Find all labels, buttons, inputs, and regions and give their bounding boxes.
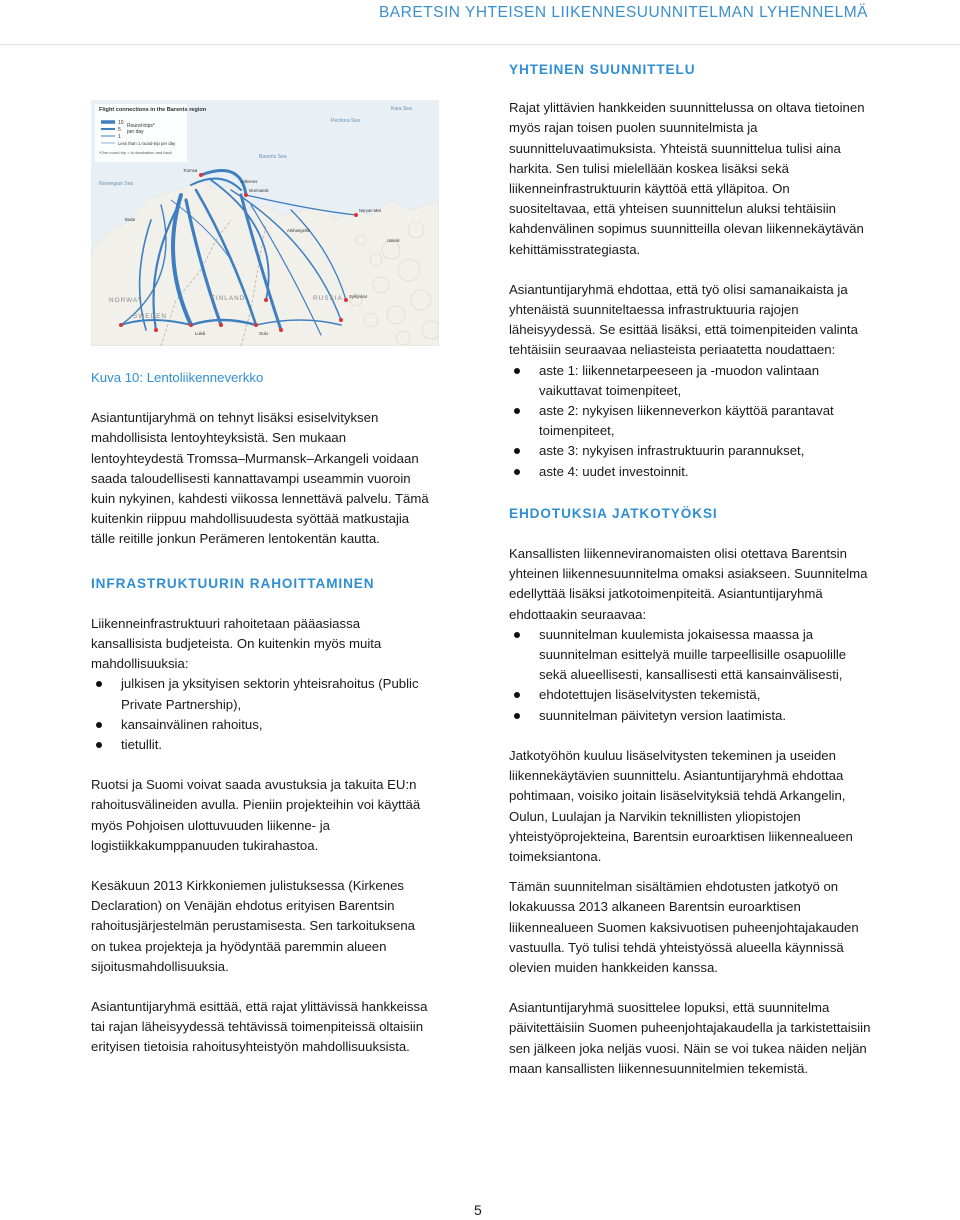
bullet-list: [509, 361, 874, 482]
map-sea-label: Pechora Sea: [331, 118, 360, 124]
map-legend-value: 1: [118, 134, 121, 140]
list-item: ehdotettujen lisäselvitysten tekemistä,: [509, 685, 874, 705]
figure-caption: Kuva 10: Lentoliikenneverkko: [91, 370, 264, 385]
left-column: [91, 368, 431, 1058]
map-svg: [91, 100, 439, 346]
paragraph: Asiantuntijaryhmä ehdottaa, että työ olisi samanaikaista ja yhtenäistä suunniteltaessa infrastruktuuria rajojen läheisyydessä. Se esittää lisäksi, että toimenpiteiden valinta tehtäisiin seuraavaa neliasteista periaatetta noudattaen:: [509, 281, 858, 358]
paragraph: Tämän suunnitelman sisältämien ehdotusten jatkotyö on lokakuussa 2013 alkaneen Barentsin euroarktisen liikennealueen Suomen kaksivuotisen puheenjohtajakauden vastuulla. Työ tulisi tehdä yhteistyössä alueella käynnissä olevien muiden hankkeiden kanssa.: [509, 879, 859, 975]
list-item: tietullit.: [91, 735, 431, 755]
map-city-label: Luleå: [195, 331, 206, 336]
paragraph: Kansallisten liikenneviranomaisten olisi otettava Barentsin yhteinen liikennesuunnitelma omaksi asiakseen. Suunnitelma edellyttää lisäksi jatkotoimenpiteitä. Asiantuntijaryhmä ehdottaakin seuraavaa:: [509, 546, 868, 622]
map-city-label: Oulu: [259, 331, 268, 336]
paragraph: Liikenneinfrastruktuuri rahoitetaan pääasiassa kansallisista budjeteista. On kuitenkin myös muita mahdollisuuksia:: [91, 615, 382, 672]
list-item: suunnitelman kuulemista jokaisessa maassa ja suunnitelman esittelyä muille tarpeellisille osapuolille sekä alueellisesti, kansallisesti että kansainvälisesti,: [509, 625, 874, 686]
map-city-label: Murmansk: [249, 188, 269, 193]
map-country-label: NORWAY: [109, 297, 143, 304]
section-heading: EHDOTUKSIA JATKOTYÖKSI: [509, 505, 718, 521]
section-heading: YHTEINEN SUUNNITTELU: [509, 62, 696, 77]
list-item: suunnitelman päivitetyn version laatimista.: [509, 706, 874, 726]
list-item: kansainvälinen rahoitus,: [91, 715, 431, 735]
map-legend-title: Flight connections in the Barents region: [99, 107, 207, 113]
running-header: BARETSIN YHTEISEN LIIKENNESUUNNITELMAN LYHENNELMÄ: [378, 4, 868, 21]
map-city-label: Syktyvkar: [349, 294, 368, 299]
map-city-label: Naryan-Mar: [359, 208, 382, 213]
map-sea-label: Barents Sea: [259, 154, 287, 160]
map-legend-footnote: *One round trip = to destination and back: [99, 150, 172, 155]
paragraph: Rajat ylittävien hankkeiden suunnittelussa on oltava tietoinen myös rajan toisen puolen suunnitelmista ja suunnitteluvaatimuksista. Yhteistä suunnittelua tulisi aina harkita. Sen tulisi mielellään koskea lisäksi sekä liikenneinfrastruktuurin käyttöä että ylläpitoa. On suositeltavaa, että yhteisen suunnittelun aluksi tehtäisiin kahdenvälinen sopimus suunnitteilla olevan liikennekäytävän kehittämisstrategiasta.: [509, 100, 865, 257]
list-item: julkisen ja yksityisen sektorin yhteisrahoitus (Public Private Partnership),: [91, 674, 431, 714]
paragraph: Asiantuntijaryhmä on tehnyt lisäksi esiselvityksen mahdollisista lentoyhteyksistä. Sen mukaan lentoyhteydestä Tromssa–Murmansk–Arkangeli voidaan saada taloudellisesti kannattavampi useammin vuoroin kuin nykyinen, kahdesti viikossa lennettävä palvelu. Tämä kuitenkin riippuu mahdollisuudesta syöttää matkustajia tälle reitille jonkun Perämeren lentokentän kautta.: [91, 410, 429, 547]
paragraph: Kesäkuun 2013 Kirkkoniemen julistuksessa (Kirkenes Declaration) on Venäjän ehdotus erityisen Barentsin rahoitusjärjestelmän perustamisesta. Sen tarkoituksena on tukea projekteja ja hyödyntää paremmin alueen sijoitusmahdollisuuksia.: [91, 878, 415, 974]
map-city-label: Arkhangelsk: [287, 228, 311, 233]
section-heading: INFRASTRUKTUURIN RAHOITTAMINEN: [91, 575, 375, 591]
paragraph: Asiantuntijaryhmä esittää, että rajat ylittävissä hankkeissa tai rajan läheisyydessä tehtävissä toimenpiteissä oltaisiin erityisen tietoisia rahoitusyhteistyön mahdollisuuksista.: [91, 999, 428, 1055]
paragraph: Jatkotyöhön kuuluu lisäselvitysten tekeminen ja useiden liikennekäytävien suunnittelu. Asiantuntijaryhmä ehdottaa pohtimaan, voisiko joitain lisäselvityksiä tehdä Arkangelin, Oulun, Luulajan ja Narvikin teknillisten yliopistojen yhteistyöprojekteina, Barentsin euroarktisen liikennealueen toimeksiantona.: [509, 747, 853, 864]
page-number: 5: [474, 1202, 482, 1218]
map-country-label: SWEDEN: [133, 313, 168, 320]
map-legend-value: 10: [118, 120, 124, 126]
list-item: aste 2: nykyisen liikenneverkon käyttöä parantavat toimenpiteet,: [509, 401, 874, 441]
bullet-list: [91, 674, 431, 755]
map-country-label: RUSSIA: [313, 295, 343, 302]
map-legend-note: Less than 1 round-trip per day: [118, 141, 176, 146]
list-item: aste 4: uudet investoinnit.: [509, 462, 874, 482]
paragraph: Asiantuntijaryhmä suosittelee lopuksi, että suunnitelma päivitettäisiin Suomen puheenjohtajakaudella ja tarkistettaisiin sen jälkeen joka neljäs vuosi. Näin se voi tukea näiden neljän maan kansallisten liikennesuunnitelmien tekemistä.: [509, 1000, 871, 1076]
map-city-label: Tromsø: [183, 168, 198, 173]
list-item: aste 3: nykyisen infrastruktuurin parannukset,: [509, 441, 874, 461]
map-city-label: Usinsk: [387, 238, 400, 243]
map-legend-label: per day: [127, 129, 144, 135]
map-city-label: Bodø: [125, 217, 136, 222]
map-country-label: FINLAND: [211, 295, 246, 302]
right-column: [509, 60, 874, 1079]
bullet-list: [509, 625, 874, 726]
map-sea-label: Norwegian Sea: [99, 181, 134, 187]
map-sea-label: Kara Sea: [391, 106, 412, 112]
flight-connections-map: [91, 100, 439, 346]
map-legend-value: 5: [118, 127, 121, 133]
header-divider: [0, 44, 960, 45]
list-item: aste 1: liikennetarpeeseen ja -muodon valintaan vaikuttavat toimenpiteet,: [509, 361, 874, 401]
paragraph: Ruotsi ja Suomi voivat saada avustuksia ja takuita EU:n rahoitusvälineiden avulla. Pieniin projekteihin voi käyttää myös Pohjoisen ulottuvuuden liikenne- ja logistiikkakumppanuuden tukirahastoa.: [91, 777, 421, 853]
map-city-label: Kirkenes: [241, 179, 258, 184]
map-legend-label: Round-trips*: [127, 123, 155, 129]
